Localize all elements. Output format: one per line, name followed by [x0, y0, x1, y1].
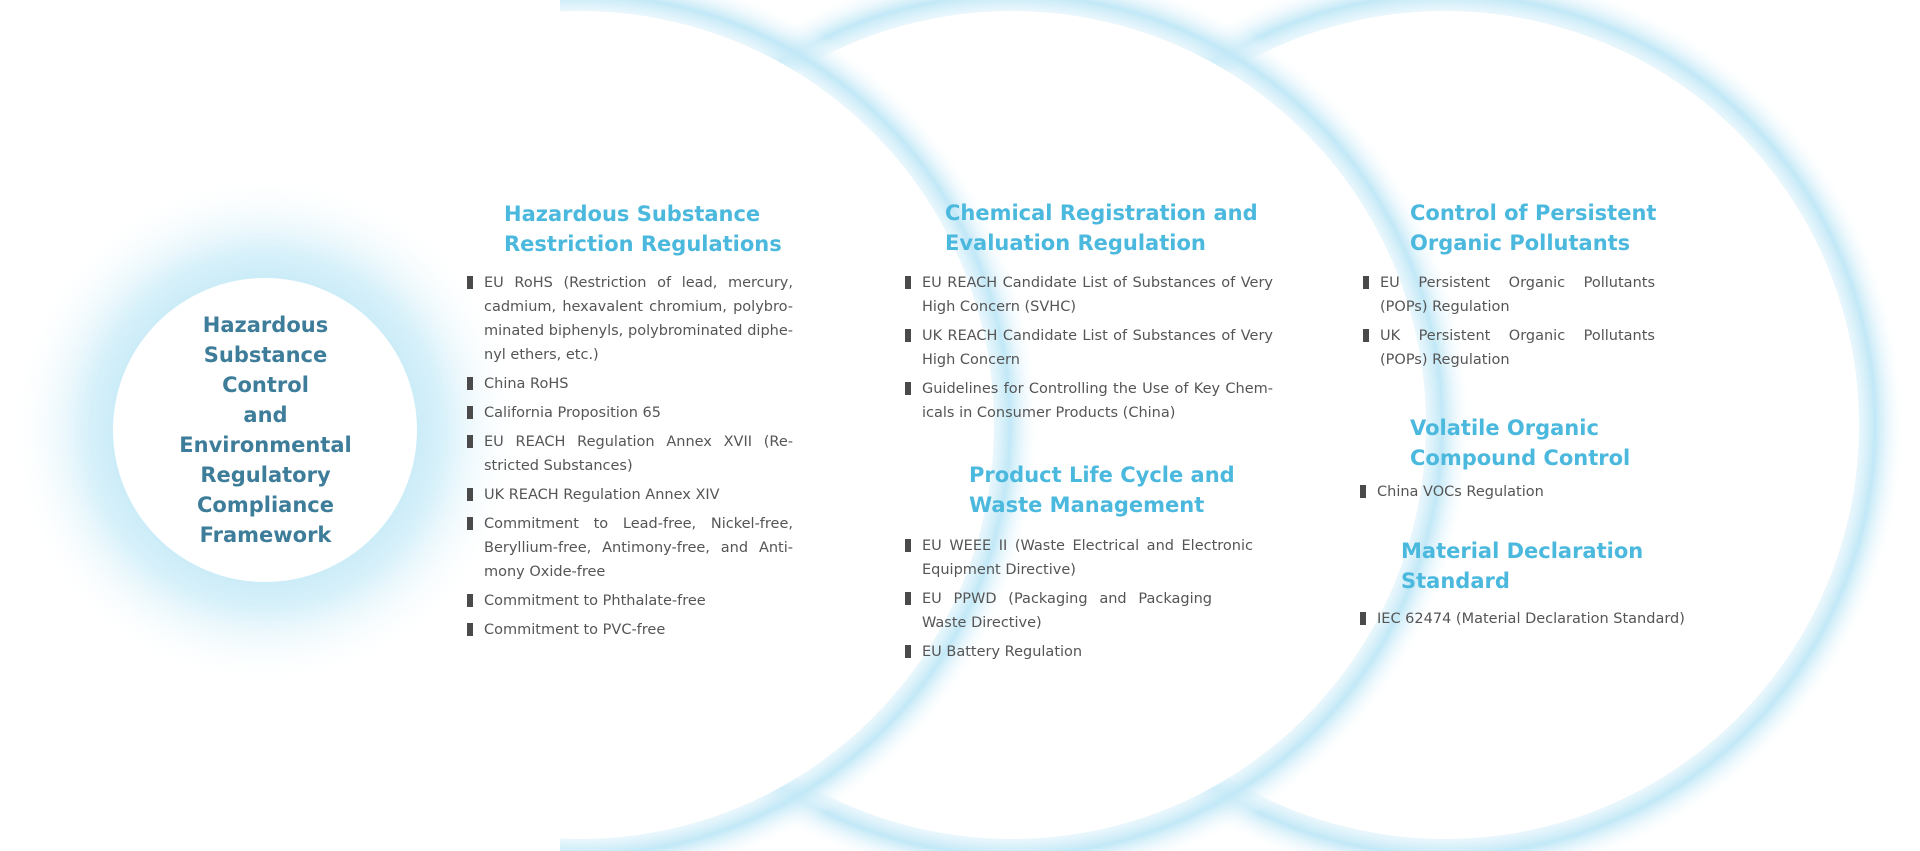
heading-line: Material Declaration: [1401, 539, 1644, 563]
center-title-line: Hazardous: [202, 313, 329, 337]
heading-line: Standard: [1401, 569, 1510, 593]
heading-line: Waste Management: [969, 493, 1205, 517]
list-item: EU RoHS (Restriction of lead, mercury, cadmium, hexavalent chromium, polybro-minated biphenyls, polybrominated diphe-nyl ethers, etc.): [467, 271, 793, 367]
center-title-line: Compliance: [197, 493, 334, 517]
heading-line: Product Life Cycle and: [969, 463, 1235, 487]
heading-line: Restriction Regulations: [504, 232, 782, 256]
list-persistent-organic-pollutants: [1363, 271, 1655, 377]
heading-persistent-organic-pollutants: [1410, 198, 1656, 258]
list-item: California Proposition 65: [467, 401, 793, 425]
list-item: China RoHS: [467, 372, 793, 396]
list-hazardous-substance: [467, 271, 793, 647]
list-item: EU Persistent Organic Pollutants (POPs) Regulation: [1363, 271, 1655, 319]
heading-chemical-registration: [945, 198, 1258, 258]
list-item: UK Persistent Organic Pollutants (POPs) Regulation: [1363, 324, 1655, 372]
heading-line: Evaluation Regulation: [945, 231, 1206, 255]
heading-material-declaration: [1401, 536, 1643, 596]
list-product-life-cycle: [905, 534, 1253, 669]
list-item: China VOCs Regulation: [1360, 480, 1660, 504]
list-item: EU WEEE II (Waste Electrical and Electronic Equipment Directive): [905, 534, 1253, 582]
center-title-line: Regulatory: [200, 463, 331, 487]
list-item: IEC 62474 (Material Declaration Standard): [1360, 607, 1700, 631]
center-framework-title: [113, 287, 418, 573]
heading-line: Control of Persistent: [1410, 201, 1657, 225]
list-item: EU REACH Candidate List of Substances of Very High Concern (SVHC): [905, 271, 1273, 319]
heading-volatile-organic-compound: [1410, 413, 1630, 473]
heading-line: Volatile Organic: [1410, 416, 1599, 440]
list-chemical-registration: [905, 271, 1273, 430]
center-title-line: Substance Control: [203, 343, 328, 397]
list-material-declaration: [1360, 607, 1700, 636]
list-item: Guidelines for Controlling the Use of Key Chem-icals in Consumer Products (China): [905, 377, 1273, 425]
heading-hazardous-substance: [504, 199, 782, 259]
list-item: EU REACH Regulation Annex XVII (Re-stricted Substances): [467, 430, 793, 478]
heading-line: Organic Pollutants: [1410, 231, 1631, 255]
list-item: UK REACH Regulation Annex XIV: [467, 483, 793, 507]
heading-line: Chemical Registration and: [945, 201, 1258, 225]
center-title-line: and Environmental: [179, 403, 352, 457]
list-item: UK REACH Candidate List of Substances of Very High Concern: [905, 324, 1273, 372]
list-item: EU Battery Regulation: [905, 640, 1253, 664]
list-item: Commitment to Phthalate-free: [467, 589, 793, 613]
heading-product-life-cycle: [969, 460, 1235, 520]
list-item: Commitment to Lead-free, Nickel-free, Beryllium-free, Antimony-free, and Anti-mony Oxide-free: [467, 512, 793, 584]
heading-line: Hazardous Substance: [504, 202, 761, 226]
list-item: EU PPWD (Packaging and Packaging Waste Directive): [905, 587, 1212, 635]
list-volatile-organic-compound: [1360, 480, 1660, 509]
list-item: Commitment to PVC-free: [467, 618, 793, 642]
center-title-line: Framework: [199, 523, 332, 547]
heading-line: Compound Control: [1410, 446, 1631, 470]
